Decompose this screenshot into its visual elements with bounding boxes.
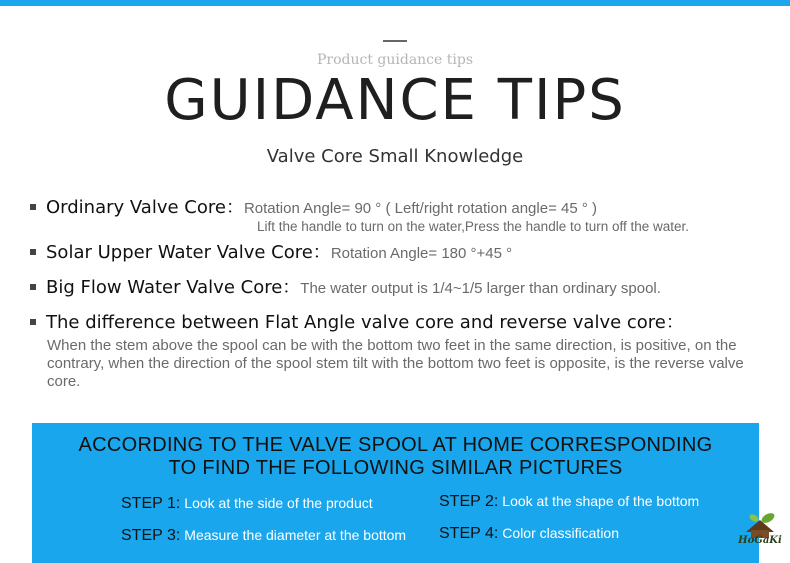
step-3 <box>121 527 406 545</box>
tip-flat-vs-reverse <box>30 308 770 391</box>
page-title: GUIDANCE TIPS <box>164 68 626 133</box>
title-dash-divider <box>383 40 407 42</box>
tip-body: Rotation Angle= 90 ° ( Left/right rotation angle= 45 ° ) <box>243 200 598 217</box>
bullet-icon <box>30 204 36 210</box>
logo-brand: HoGaKi <box>738 535 782 546</box>
steps-heading-line1: ACCORDING TO THE VALVE SPOOL AT HOME CORRESPONDING <box>78 434 713 456</box>
steps-panel <box>32 423 759 563</box>
page-subtitle: Valve Core Small Knowledge <box>266 146 524 167</box>
step-1 <box>121 495 373 513</box>
bullet-icon <box>30 249 36 255</box>
tip-heading: The difference between Flat Angle valve core and reverse valve core： <box>46 312 684 333</box>
tip-heading: Solar Upper Water Valve Core： <box>46 242 331 263</box>
step-text: Measure the diameter at the bottom <box>184 527 407 543</box>
steps-panel-heading <box>32 434 759 480</box>
step-label: STEP 2: <box>439 493 499 510</box>
tip-body: Rotation Angle= 180 °+45 ° <box>330 245 513 262</box>
step-4 <box>439 525 619 543</box>
step-text: Color classification <box>502 525 620 541</box>
bullet-icon <box>30 284 36 290</box>
step-label: STEP 3: <box>121 527 181 544</box>
bullet-icon <box>30 319 36 325</box>
tip-big-flow-valve-core <box>30 273 770 299</box>
step-label: STEP 4: <box>439 525 499 542</box>
tip-solar-valve-core <box>30 238 770 264</box>
tip-heading: Big Flow Water Valve Core： <box>46 277 301 298</box>
step-2 <box>439 493 699 511</box>
tip-ordinary-valve-core <box>30 193 770 234</box>
step-text: Look at the side of the product <box>184 495 373 511</box>
small-subtitle: Product guidance tips <box>316 52 474 68</box>
tip-paragraph: When the stem above the spool can be with the bottom two feet in the same direction, is positive, on the contrary, when the direction of the spool stem tilt with the bottom two feet is opposite, is the reverse valve core. <box>47 337 744 390</box>
steps-heading-line2: TO FIND THE FOLLOWING SIMILAR PICTURES <box>168 457 623 479</box>
step-text: Look at the shape of the bottom <box>502 493 700 509</box>
hogaki-logo <box>732 510 788 554</box>
step-label: STEP 1: <box>121 495 181 512</box>
tip-heading: Ordinary Valve Core： <box>46 197 244 218</box>
top-accent-bar <box>0 0 790 6</box>
tip-body: The water output is 1/4~1/5 larger than ordinary spool. <box>300 280 661 297</box>
tip-body-line2: Lift the handle to turn on the water,Press the handle to turn off the water. <box>257 219 690 234</box>
